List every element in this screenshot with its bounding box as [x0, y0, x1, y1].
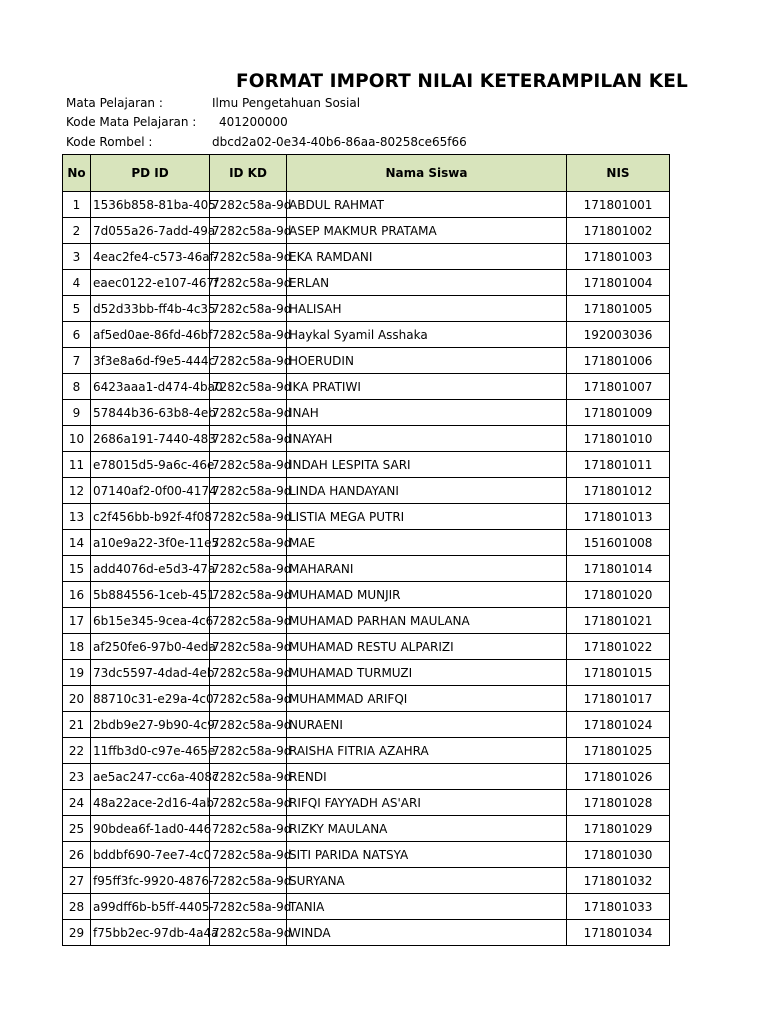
cell-pd-id[interactable]: 6b15e345-9cea-4c6: [91, 608, 210, 634]
cell-id-kd[interactable]: 7282c58a-9d: [210, 400, 287, 426]
table-row: [63, 920, 670, 946]
cell-nis[interactable]: 171801003: [567, 244, 670, 270]
cell-id-kd[interactable]: 7282c58a-9d: [210, 244, 287, 270]
table-row: [63, 452, 670, 478]
cell-nis[interactable]: 171801010: [567, 426, 670, 452]
cell-nis[interactable]: 171801012: [567, 478, 670, 504]
cell-nama-siswa[interactable]: ASEP MAKMUR PRATAMA: [287, 218, 567, 244]
cell-pd-id[interactable]: a99dff6b-b5ff-4405-: [91, 894, 210, 920]
cell-id-kd[interactable]: 7282c58a-9d: [210, 868, 287, 894]
table-row: [63, 790, 670, 816]
cell-pd-id[interactable]: 07140af2-0f00-4174: [91, 478, 210, 504]
cell-pd-id[interactable]: d52d33bb-ff4b-4c35: [91, 296, 210, 322]
cell-id-kd[interactable]: 7282c58a-9d: [210, 608, 287, 634]
header-pd-id[interactable]: PD ID: [91, 155, 210, 192]
cell-pd-id[interactable]: f95ff3fc-9920-4876-: [91, 868, 210, 894]
cell-id-kd[interactable]: 7282c58a-9d: [210, 582, 287, 608]
cell-nama-siswa[interactable]: EKA RAMDANI: [287, 244, 567, 270]
cell-nis[interactable]: 171801002: [567, 218, 670, 244]
table-row: [63, 530, 670, 556]
cell-nama-siswa[interactable]: MUHAMAD MUNJIR: [287, 582, 567, 608]
cell-nama-siswa[interactable]: MAHARANI: [287, 556, 567, 582]
table-row: [63, 842, 670, 868]
cell-nama-siswa[interactable]: HALISAH: [287, 296, 567, 322]
cell-nama-siswa[interactable]: NURAENI: [287, 712, 567, 738]
cell-id-kd[interactable]: 7282c58a-9d: [210, 270, 287, 296]
table-row: [63, 478, 670, 504]
table-header-row: [63, 155, 670, 192]
cell-id-kd[interactable]: 7282c58a-9d: [210, 920, 287, 946]
cell-nis[interactable]: 171801030: [567, 842, 670, 868]
cell-id-kd[interactable]: 7282c58a-9d: [210, 764, 287, 790]
cell-pd-id[interactable]: 6423aaa1-d474-4ba0: [91, 374, 210, 400]
cell-nis[interactable]: 171801028: [567, 790, 670, 816]
cell-nis[interactable]: 171801007: [567, 374, 670, 400]
table-row: [63, 192, 670, 218]
cell-no[interactable]: 20: [63, 686, 91, 712]
cell-id-kd[interactable]: 7282c58a-9d: [210, 192, 287, 218]
meta-value: 401200000: [219, 115, 288, 129]
table-row: [63, 348, 670, 374]
cell-nama-siswa[interactable]: WINDA: [287, 920, 567, 946]
cell-no[interactable]: 12: [63, 478, 91, 504]
table-row: [63, 738, 670, 764]
cell-nama-siswa[interactable]: RIZKY MAULANA: [287, 816, 567, 842]
table-row: [63, 816, 670, 842]
table-row: [63, 218, 670, 244]
cell-no[interactable]: 9: [63, 400, 91, 426]
cell-nis[interactable]: 171801009: [567, 400, 670, 426]
cell-id-kd[interactable]: 7282c58a-9d: [210, 452, 287, 478]
cell-no[interactable]: 2: [63, 218, 91, 244]
table-row: [63, 894, 670, 920]
cell-nama-siswa[interactable]: RIFQI FAYYADH AS'ARI: [287, 790, 567, 816]
cell-no[interactable]: 14: [63, 530, 91, 556]
cell-nis[interactable]: 171801001: [567, 192, 670, 218]
cell-nama-siswa[interactable]: ABDUL RAHMAT: [287, 192, 567, 218]
cell-no[interactable]: 6: [63, 322, 91, 348]
cell-nis[interactable]: 151601008: [567, 530, 670, 556]
cell-nama-siswa[interactable]: MUHAMAD PARHAN MAULANA: [287, 608, 567, 634]
table-row: [63, 374, 670, 400]
cell-nama-siswa[interactable]: LINDA HANDAYANI: [287, 478, 567, 504]
cell-id-kd[interactable]: 7282c58a-9d: [210, 894, 287, 920]
cell-no[interactable]: 11: [63, 452, 91, 478]
cell-nama-siswa[interactable]: MUHAMMAD ARIFQI: [287, 686, 567, 712]
cell-no[interactable]: 17: [63, 608, 91, 634]
cell-pd-id[interactable]: 11ffb3d0-c97e-465e: [91, 738, 210, 764]
cell-no[interactable]: 16: [63, 582, 91, 608]
cell-pd-id[interactable]: ae5ac247-cc6a-408c: [91, 764, 210, 790]
cell-pd-id[interactable]: 5b884556-1ceb-451: [91, 582, 210, 608]
cell-id-kd[interactable]: 7282c58a-9d: [210, 738, 287, 764]
cell-pd-id[interactable]: 73dc5597-4dad-4eb: [91, 660, 210, 686]
header-no[interactable]: No: [63, 155, 91, 192]
cell-nama-siswa[interactable]: HOERUDIN: [287, 348, 567, 374]
table-row: [63, 556, 670, 582]
student-table: [62, 154, 670, 946]
cell-id-kd[interactable]: 7282c58a-9d: [210, 634, 287, 660]
cell-no[interactable]: 8: [63, 374, 91, 400]
cell-id-kd[interactable]: 7282c58a-9d: [210, 218, 287, 244]
cell-nis[interactable]: 171801015: [567, 660, 670, 686]
header-id-kd[interactable]: ID KD: [210, 155, 287, 192]
meta-label: Mata Pelajaran :: [66, 96, 163, 110]
cell-no[interactable]: 26: [63, 842, 91, 868]
cell-nama-siswa[interactable]: MUHAMAD RESTU ALPARIZI: [287, 634, 567, 660]
cell-nis[interactable]: 171801020: [567, 582, 670, 608]
cell-pd-id[interactable]: 48a22ace-2d16-4ab: [91, 790, 210, 816]
cell-no[interactable]: 18: [63, 634, 91, 660]
cell-nama-siswa[interactable]: MAE: [287, 530, 567, 556]
meta-value: dbcd2a02-0e34-40b6-86aa-80258ce65f66: [212, 135, 467, 149]
cell-nis[interactable]: 171801006: [567, 348, 670, 374]
cell-nama-siswa[interactable]: SURYANA: [287, 868, 567, 894]
table-row: [63, 426, 670, 452]
table-row: [63, 244, 670, 270]
meta-value: Ilmu Pengetahuan Sosial: [212, 96, 361, 110]
cell-no[interactable]: 1: [63, 192, 91, 218]
table-row: [63, 868, 670, 894]
cell-id-kd[interactable]: 7282c58a-9d: [210, 322, 287, 348]
cell-nama-siswa[interactable]: INAH: [287, 400, 567, 426]
cell-pd-id[interactable]: 88710c31-e29a-4c0: [91, 686, 210, 712]
cell-id-kd[interactable]: 7282c58a-9d: [210, 478, 287, 504]
cell-no[interactable]: 22: [63, 738, 91, 764]
page-title: FORMAT IMPORT NILAI KETERAMPILAN KEL: [236, 71, 688, 92]
cell-nis[interactable]: 171801005: [567, 296, 670, 322]
cell-nis[interactable]: 171801017: [567, 686, 670, 712]
cell-id-kd[interactable]: 7282c58a-9d: [210, 686, 287, 712]
cell-nis[interactable]: 171801024: [567, 712, 670, 738]
cell-pd-id[interactable]: 57844b36-63b8-4eb: [91, 400, 210, 426]
cell-id-kd[interactable]: 7282c58a-9d: [210, 426, 287, 452]
meta-label: Kode Rombel :: [66, 135, 153, 149]
cell-pd-id[interactable]: add4076d-e5d3-47a: [91, 556, 210, 582]
cell-nis[interactable]: 171801011: [567, 452, 670, 478]
cell-nis[interactable]: 171801034: [567, 920, 670, 946]
table-row: [63, 400, 670, 426]
cell-id-kd[interactable]: 7282c58a-9d: [210, 530, 287, 556]
cell-nis[interactable]: 171801026: [567, 764, 670, 790]
cell-no[interactable]: 28: [63, 894, 91, 920]
cell-nama-siswa[interactable]: MUHAMAD TURMUZI: [287, 660, 567, 686]
cell-nama-siswa[interactable]: Haykal Syamil Asshaka: [287, 322, 567, 348]
table-row: [63, 608, 670, 634]
cell-no[interactable]: 4: [63, 270, 91, 296]
table-row: [63, 296, 670, 322]
table-row: [63, 712, 670, 738]
cell-pd-id[interactable]: 7d055a26-7add-49a: [91, 218, 210, 244]
table-row: [63, 764, 670, 790]
cell-nama-siswa[interactable]: LISTIA MEGA PUTRI: [287, 504, 567, 530]
cell-pd-id[interactable]: 3f3e8a6d-f9e5-444c: [91, 348, 210, 374]
cell-no[interactable]: 3: [63, 244, 91, 270]
cell-id-kd[interactable]: 7282c58a-9d: [210, 660, 287, 686]
cell-id-kd[interactable]: 7282c58a-9d: [210, 816, 287, 842]
cell-no[interactable]: 7: [63, 348, 91, 374]
cell-pd-id[interactable]: 2bdb9e27-9b90-4c9: [91, 712, 210, 738]
cell-nis[interactable]: 171801032: [567, 868, 670, 894]
cell-pd-id[interactable]: af5ed0ae-86fd-46bf: [91, 322, 210, 348]
cell-pd-id[interactable]: a10e9a22-3f0e-11e5: [91, 530, 210, 556]
cell-id-kd[interactable]: 7282c58a-9d: [210, 348, 287, 374]
cell-pd-id[interactable]: f75bb2ec-97db-4a4a: [91, 920, 210, 946]
cell-pd-id[interactable]: 4eac2fe4-c573-46af-: [91, 244, 210, 270]
table-row: [63, 322, 670, 348]
meta-label: Kode Mata Pelajaran :: [66, 115, 197, 129]
table-row: [63, 686, 670, 712]
cell-nis[interactable]: 171801014: [567, 556, 670, 582]
cell-no[interactable]: 13: [63, 504, 91, 530]
cell-nama-siswa[interactable]: RAISHA FITRIA AZAHRA: [287, 738, 567, 764]
cell-pd-id[interactable]: bddbf690-7ee7-4c0: [91, 842, 210, 868]
cell-pd-id[interactable]: 90bdea6f-1ad0-446: [91, 816, 210, 842]
cell-nis[interactable]: 171801004: [567, 270, 670, 296]
cell-no[interactable]: 15: [63, 556, 91, 582]
cell-no[interactable]: 25: [63, 816, 91, 842]
cell-nis[interactable]: 171801025: [567, 738, 670, 764]
cell-no[interactable]: 21: [63, 712, 91, 738]
cell-pd-id[interactable]: e78015d5-9a6c-46e: [91, 452, 210, 478]
cell-no[interactable]: 27: [63, 868, 91, 894]
cell-nama-siswa[interactable]: TANIA: [287, 894, 567, 920]
cell-id-kd[interactable]: 7282c58a-9d: [210, 374, 287, 400]
cell-no[interactable]: 23: [63, 764, 91, 790]
cell-nama-siswa[interactable]: SITI PARIDA NATSYA: [287, 842, 567, 868]
table-row: [63, 270, 670, 296]
cell-no[interactable]: 24: [63, 790, 91, 816]
cell-no[interactable]: 29: [63, 920, 91, 946]
cell-nis[interactable]: 171801022: [567, 634, 670, 660]
cell-nis[interactable]: 171801021: [567, 608, 670, 634]
table-row: [63, 634, 670, 660]
cell-id-kd[interactable]: 7282c58a-9d: [210, 504, 287, 530]
cell-pd-id[interactable]: 1536b858-81ba-405: [91, 192, 210, 218]
cell-nama-siswa[interactable]: ERLAN: [287, 270, 567, 296]
cell-pd-id[interactable]: c2f456bb-b92f-4f08: [91, 504, 210, 530]
cell-no[interactable]: 10: [63, 426, 91, 452]
cell-pd-id[interactable]: 2686a191-7440-483: [91, 426, 210, 452]
cell-nama-siswa[interactable]: IKA PRATIWI: [287, 374, 567, 400]
cell-id-kd[interactable]: 7282c58a-9d: [210, 842, 287, 868]
cell-no[interactable]: 19: [63, 660, 91, 686]
cell-pd-id[interactable]: af250fe6-97b0-4eda: [91, 634, 210, 660]
table-row: [63, 660, 670, 686]
cell-pd-id[interactable]: eaec0122-e107-467f: [91, 270, 210, 296]
cell-nama-siswa[interactable]: RENDI: [287, 764, 567, 790]
cell-nis[interactable]: 171801033: [567, 894, 670, 920]
header-nis[interactable]: NIS: [567, 155, 670, 192]
cell-id-kd[interactable]: 7282c58a-9d: [210, 296, 287, 322]
cell-nis[interactable]: 171801013: [567, 504, 670, 530]
cell-no[interactable]: 5: [63, 296, 91, 322]
cell-id-kd[interactable]: 7282c58a-9d: [210, 712, 287, 738]
cell-nama-siswa[interactable]: INDAH LESPITA SARI: [287, 452, 567, 478]
table-row: [63, 582, 670, 608]
cell-nama-siswa[interactable]: INAYAH: [287, 426, 567, 452]
cell-id-kd[interactable]: 7282c58a-9d: [210, 556, 287, 582]
cell-id-kd[interactable]: 7282c58a-9d: [210, 790, 287, 816]
cell-nis[interactable]: 192003036: [567, 322, 670, 348]
header-nama-siswa[interactable]: Nama Siswa: [287, 155, 567, 192]
table-row: [63, 504, 670, 530]
cell-nis[interactable]: 171801029: [567, 816, 670, 842]
